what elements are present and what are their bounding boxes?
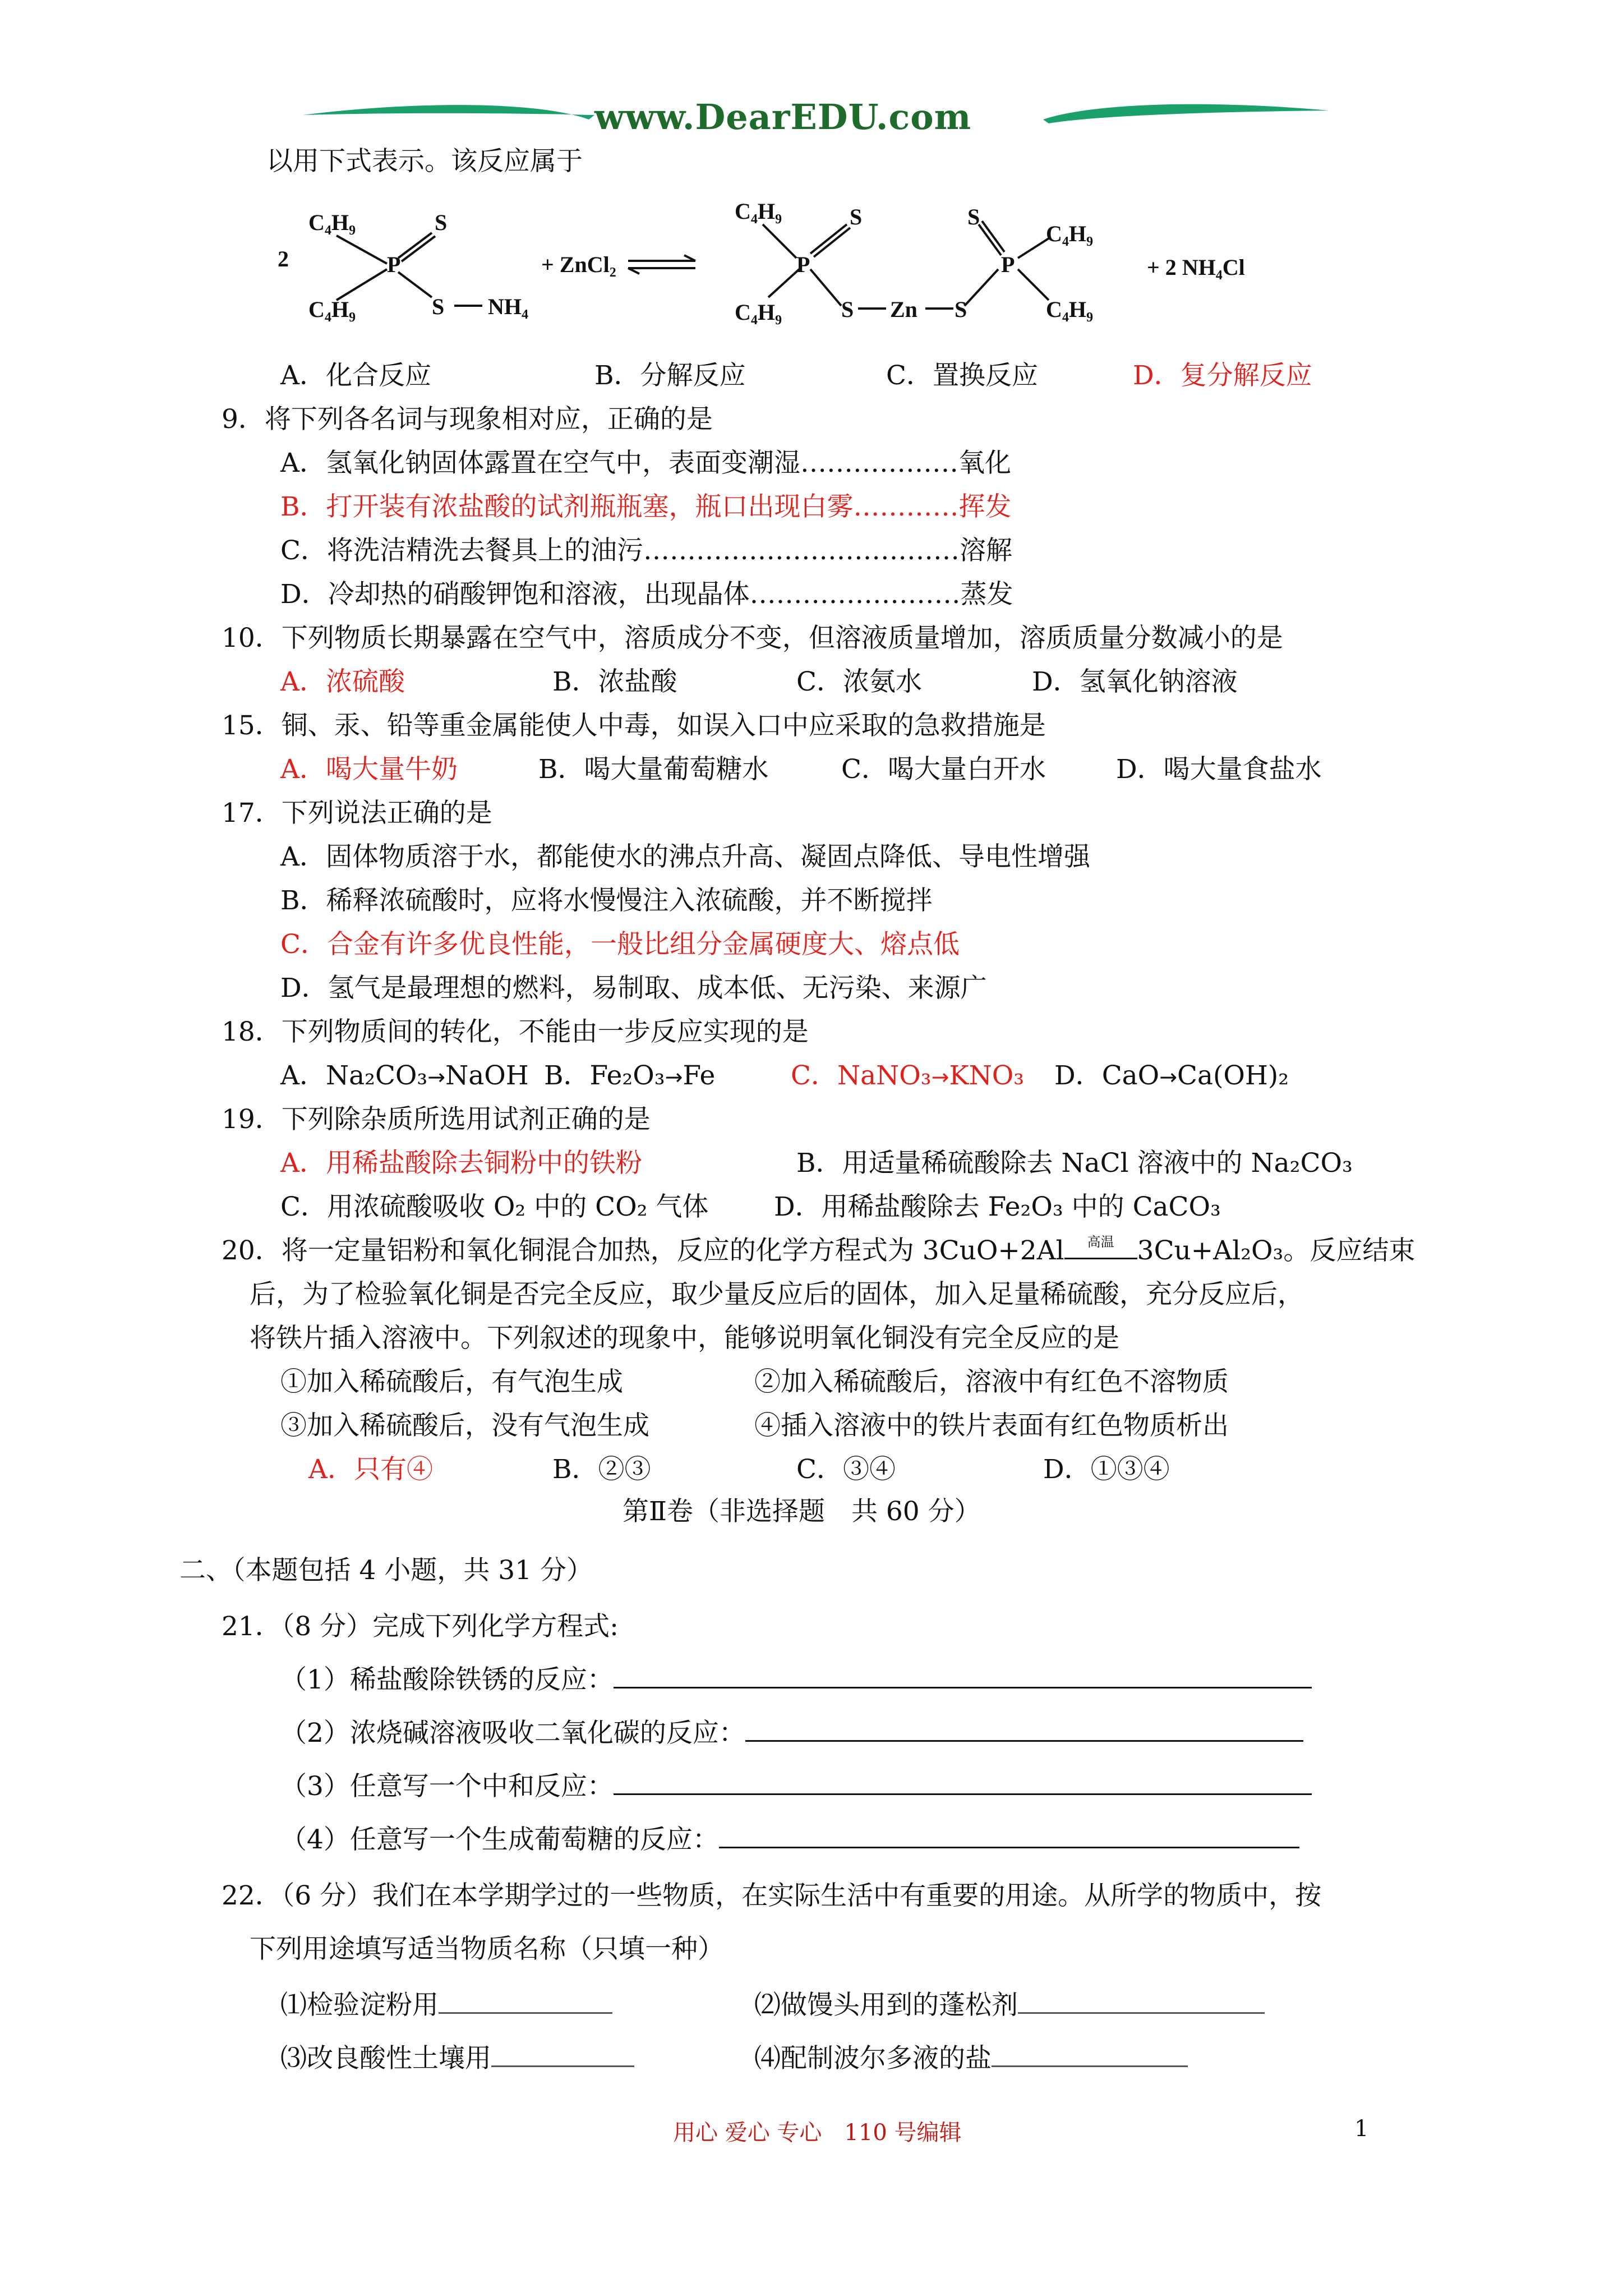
reaction-condition (1064, 1234, 1137, 1259)
q10-option-b: B．浓盐酸 (552, 666, 677, 697)
q8-option-d: D．复分解反应 (1133, 360, 1312, 391)
c4h9-label: C₄H₉ (308, 297, 356, 322)
item-label: ⑶改良酸性土壤用 (280, 2043, 491, 2074)
s-atom: S (967, 204, 980, 229)
q15-option-c: C．喝大量白开水 (841, 754, 1046, 785)
section2-heading: 二、（本题包括 4 小题，共 31 分） (179, 1555, 593, 1586)
s-atom: S (435, 210, 448, 235)
q20-stem-a: 20．将一定量铝粉和氧化铜混合加热，反应的化学方程式为 3CuO+2Al (222, 1235, 1064, 1266)
q17-option-b: B．稀释浓硫酸时，应将水慢慢注入浓硫酸，并不断搅拌 (280, 885, 933, 916)
answer-blank[interactable] (491, 2062, 634, 2067)
q9-stem: 9．将下列各名词与现象相对应，正确的是 (222, 404, 713, 435)
q19-option-a: A．用稀盐酸除去铜粉中的铁粉 (280, 1148, 642, 1179)
c4h9-label: C₄H₉ (735, 202, 782, 224)
item-label: （1）稀盐酸除铁锈的反应： (280, 1664, 614, 1695)
formula: Ca(OH)₂ (1177, 1060, 1289, 1091)
q21-stem: 21．（8 分）完成下列化学方程式: (222, 1611, 619, 1642)
condition-label: 高温 (1087, 1234, 1114, 1250)
footer-text: 用心 爱心 专心 110 号编辑 (673, 2120, 962, 2146)
part2-title: 第Ⅱ卷（非选择题 共 60 分） (623, 1496, 981, 1527)
q18-stem: 18．下列物质间的转化，不能由一步反应实现的是 (222, 1016, 809, 1047)
coef-2: 2 (278, 246, 289, 272)
item-label: （3）任意写一个中和反应： (280, 1771, 614, 1802)
q17-option-d: D．氢气是最理想的燃料，易制取、成本低、无污染、来源广 (280, 973, 987, 1004)
arrow-icon: → (1159, 1065, 1178, 1089)
q22-item-2 (754, 1989, 1265, 2022)
answer-blank[interactable] (745, 1737, 1303, 1742)
item-label: ⑷配制波尔多液的盐 (754, 2043, 992, 2074)
q19-option-b: B．用适量稀硫酸除去 NaCl 溶液中的 Na₂CO₃ (796, 1148, 1353, 1179)
q9-option-b: B．打开装有浓盐酸的试剂瓶瓶塞，瓶口出现白雾…………挥发 (280, 491, 1012, 522)
q18-option-c (791, 1059, 1024, 1094)
q22-item-1 (280, 1989, 612, 2022)
option-label: B． (544, 1060, 590, 1091)
zncl2-label: + ZnCl₂ (541, 252, 616, 277)
q8-option-b: B．分解反应 (594, 360, 746, 391)
s-atom: S (432, 294, 445, 319)
c4h9-label: C₄H₉ (735, 300, 782, 325)
q9-option-a: A．氢氧化钠固体露置在空气中，表面变潮湿………………氧化 (280, 448, 1011, 478)
q18-option-a (280, 1059, 529, 1094)
nh4-label: NH₄ (488, 294, 528, 319)
formula: Fe (683, 1060, 716, 1091)
q8-option-a: A．化合反应 (280, 360, 431, 391)
q9-option-c: C．将洗洁精洗去餐具上的油污………………………………溶解 (280, 535, 1012, 566)
p-atom: P (796, 252, 810, 277)
option-label: D． (1054, 1060, 1102, 1091)
item-label: ⑴检验淀粉用 (280, 1990, 439, 2021)
item-label: （2）浓烧碱溶液吸收二氧化碳的反应： (280, 1718, 745, 1749)
q22-line1: 22．（6 分）我们在本学期学过的一些物质，在实际生活中有重要的用途。从所学的物质中，按 (222, 1880, 1322, 1911)
q15-option-b: B．喝大量葡萄糖水 (538, 754, 769, 785)
zn-atom: Zn (890, 297, 917, 322)
q22-item-3 (280, 2042, 634, 2076)
q20-stem-b: 3Cu+Al₂O₃。反应结束 (1137, 1235, 1415, 1266)
answer-blank[interactable] (614, 1790, 1312, 1795)
formula: Na₂CO₃ (325, 1060, 428, 1091)
q10-option-a: A．浓硫酸 (280, 666, 405, 697)
p-atom: P (387, 252, 401, 277)
q15-option-d: D．喝大量食盐水 (1116, 754, 1322, 785)
formula: KNO₃ (949, 1060, 1025, 1091)
formula: Fe₂O₃ (589, 1060, 665, 1091)
q22-item-4 (754, 2042, 1188, 2076)
q18-option-d (1054, 1059, 1289, 1094)
s-atom: S (841, 297, 854, 322)
option-label: C． (791, 1060, 837, 1091)
q20-item-1: ①加入稀硫酸后，有气泡生成 (280, 1366, 623, 1397)
q10-stem: 10．下列物质长期暴露在空气中，溶质成分不变，但溶液质量增加，溶质质量分数减小的是 (222, 623, 1283, 654)
logo-text[interactable]: www.DearEDU.com (594, 96, 972, 137)
arrow-icon: → (665, 1065, 683, 1089)
arrow-icon: → (427, 1065, 446, 1089)
q20-stem-line2: 后，为了检验氧化铜是否完全反应，取少量反应后的固体，加入足量稀硫酸，充分反应后， (250, 1279, 1304, 1310)
answer-blank[interactable] (719, 1843, 1299, 1848)
q15-option-a: A．喝大量牛奶 (280, 754, 458, 785)
q9-option-d: D．冷却热的硝酸钾饱和溶液，出现晶体……………………蒸发 (280, 579, 1013, 610)
q10-option-c: C．浓氨水 (796, 666, 922, 697)
q20-option-b: B．②③ (552, 1454, 651, 1485)
item-label: （4）任意写一个生成葡萄糖的反应： (280, 1824, 719, 1855)
q19-stem: 19．下列除杂质所选用试剂正确的是 (222, 1104, 651, 1135)
option-label: A． (280, 1060, 326, 1091)
s-atom: S (955, 297, 967, 322)
q20-option-d: D．①③④ (1043, 1454, 1170, 1485)
q10-option-d: D．氢氧化钠溶液 (1032, 666, 1238, 697)
q20-option-c: C．③④ (796, 1454, 896, 1485)
q19-option-d: D．用稀盐酸除去 Fe₂O₃ 中的 CaCO₃ (774, 1191, 1221, 1222)
q20-item-3: ③加入稀硫酸后，没有气泡生成 (280, 1410, 649, 1441)
q20-option-a: A．只有④ (308, 1454, 433, 1485)
s-atom: S (850, 204, 863, 229)
formula: CaO (1101, 1060, 1160, 1091)
q21-item-1 (280, 1663, 1312, 1697)
q20-stem-line1 (222, 1234, 1415, 1268)
formula: NaNO₃ (837, 1060, 932, 1091)
q17-option-a: A．固体物质溶于水，都能使水的沸点升高、凝固点降低、导电性增强 (280, 841, 1090, 872)
q22-line2: 下列用途填写适当物质名称（只填一种） (250, 1934, 724, 1964)
q17-stem: 17．下列说法正确的是 (222, 798, 492, 829)
q15-stem: 15．铜、汞、铅等重金属能使人中毒，如误入口中应采取的急救措施是 (222, 710, 1046, 741)
nh4cl-label: + 2 NH₄Cl (1147, 255, 1245, 280)
item-label: ⑵做馒头用到的蓬松剂 (754, 1990, 1018, 2021)
q21-item-4 (280, 1823, 1299, 1857)
formula: NaOH (445, 1060, 529, 1091)
q8-option-c: C．置换反应 (886, 360, 1038, 391)
c4h9-label: C₄H₉ (1046, 221, 1093, 246)
answer-blank[interactable] (992, 2062, 1188, 2067)
q21-item-3 (280, 1770, 1312, 1803)
q19-option-c: C．用浓硫酸吸收 O₂ 中的 CO₂ 气体 (280, 1191, 709, 1222)
answer-blank[interactable] (439, 2009, 612, 2014)
intro-text: 以用下式表示。该反应属于 (266, 146, 583, 177)
q21-item-2 (280, 1717, 1303, 1750)
q20-item-4: ④插入溶液中的铁片表面有红色物质析出 (754, 1410, 1229, 1441)
answer-blank[interactable] (1018, 2009, 1265, 2014)
q20-item-2: ②加入稀硫酸后，溶液中有红色不溶物质 (754, 1366, 1229, 1397)
q20-stem-line3: 将铁片插入溶液中。下列叙述的现象中，能够说明氧化铜没有完全反应的是 (250, 1323, 1119, 1354)
q17-option-c: C．合金有许多优良性能，一般比组分金属硬度大、熔点低 (280, 929, 960, 960)
q18-option-b (544, 1059, 715, 1094)
c4h9-label: C₄H₉ (308, 210, 356, 235)
page-number: 1 (1354, 2116, 1369, 2142)
arrow-icon: → (931, 1065, 949, 1089)
answer-blank[interactable] (614, 1683, 1312, 1688)
p-atom: P (1001, 252, 1015, 277)
c4h9-label: C₄H₉ (1046, 297, 1093, 322)
